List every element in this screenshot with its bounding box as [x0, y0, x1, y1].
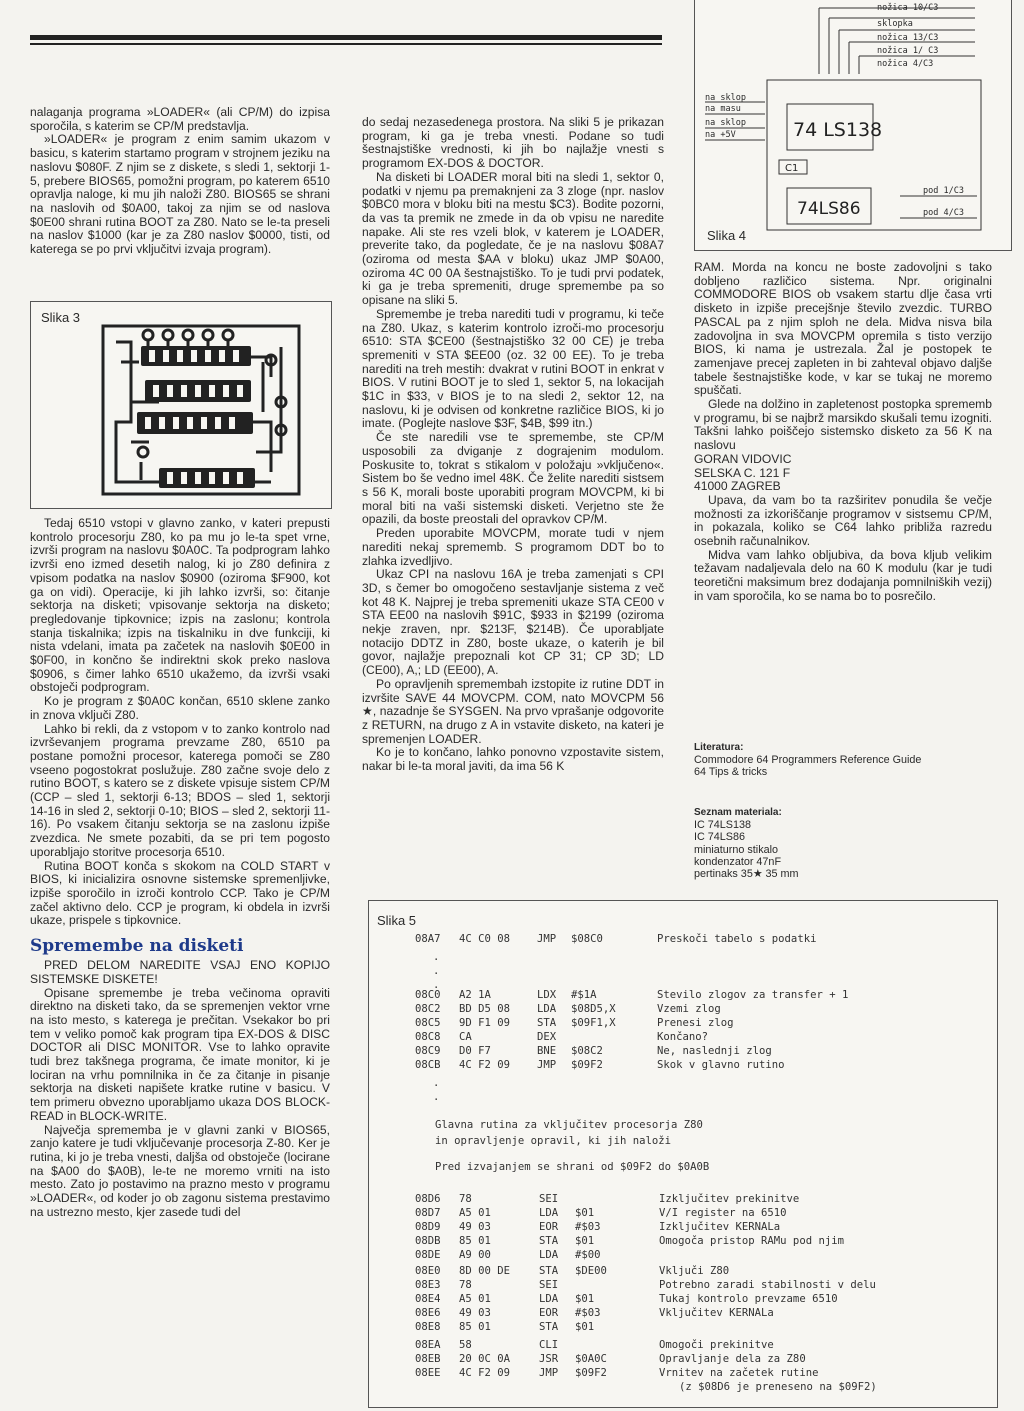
paragraph: Preden uporabite MOVCPM, morate tudi v njem narediti nekaj sprememb. S programom DDT bo to zlahka izvedljivo.: [362, 526, 664, 568]
figure-caption: Slika 3: [41, 310, 81, 325]
header-rule-thin: [30, 43, 662, 45]
code-line: 08D9 49 03 EOR #$03 Izključitev KERNALa: [415, 1221, 781, 1233]
column-3: [694, 261, 992, 604]
address-line: 41000 ZAGREB: [694, 479, 781, 494]
paragraph: Upava, da vam bo ta razširitev ponudila še večje možnosti za izkoriščanje programov v sistsemu CP/M, in pokazala, koliko se C64 lahko približa razredu osebnih računalnikov.: [694, 492, 992, 549]
code-line: 08C5 9D F1 09 STA $09F1,X Prenesi zlog: [415, 1017, 734, 1029]
circuit-diagram: [695, 0, 1011, 250]
connection-label: na +5V: [705, 130, 736, 140]
code-line: 08CB 4C F2 09 JMP $09F2 Skok v glavno rutino: [415, 1059, 785, 1071]
paragraph: Ko je to končano, lahko ponovno vzpostavite sistem, nakar bi le-ta moral javiti, da ima 56 K: [362, 745, 664, 774]
material-item: pertinaks 35★ 35 mm: [694, 868, 799, 881]
paragraph: Največja sprememba je v glavni zanki v BIOS65, zanjo katere je tudi vključevanje procesorja Z-80. Ker je rutina, ki jo je treba vnesti, daljša od obstoječe (locirane na $A00 do $A0B), le-te ne moremo vrniti na isto mesto. Zato jo postavimo na prazno mesto v programu »LOADER«, od koder jo ob zagonu sistema prestavimo na ustrezno mesto, kjer zasede tudi del: [30, 1122, 330, 1219]
connection-label: pod 1/C3: [923, 186, 964, 196]
literature-block: [694, 742, 992, 779]
material-item: IC 74LS138: [694, 819, 752, 832]
literature-item: Commodore 64 Programmers Reference Guide: [694, 754, 922, 767]
paragraph: Lahko bi rekli, da z vstopom v to zanko kontrolo nad izvrševanjem programa prevzame Z80, 6510 pa postane pomožni procesor, katerega pomoči se Z80 vseeno pogostokrat poslužuje. Z80 začne svoje delo z rutino BOOT, s katero se z diskete vpisuje sistem CP/M (CCP – sled 1, sektorji 6-13; BDOS – sled 1, sektorji 14-16 in sled 2, sektorji 0-10; BIOS – sled 2, sektorji 11-16). Po vsakem čitanju sektorja se na zaslonu izpiše zvezdica. Ne smete pozabiti, da se pri tem pogosto uporabljajo storitve procesorja 6510.: [30, 721, 330, 859]
materials-title: Seznam materiala:: [694, 807, 782, 818]
literature-item: 64 Tips & tricks: [694, 766, 768, 779]
paragraph: Ukaz CPI na naslovu 16A je treba zamenjati s CPI 3D, s čemer bo omogočeno sestavljanje sistema z več kot 48 K. Najprej je treba spremeniti ukaze STA CE00 v STA EE00 na naslovih $91C, $933 in $2199 (oziroma nekje zraven, npr. $213F, $214B). Če uporabljate notacijo DDTZ in Z80, boste ukaze, o katerih je bil govor, najlažje prepoznali kot CP 31; CP 3D; LD (CE00), A,; LD (EE00), A.: [362, 567, 664, 678]
code-line: 08E6 49 03 EOR #$03 Vključitev KERNALa: [415, 1307, 774, 1319]
paragraph: Opisane spremembe je treba večinoma opraviti direktno na disketi tako, da se spremenjen vektor vrne na isto mesto, s katerega je prečitan. Vsekakor bo pri tem v veliko pomoč kak program tipa EX-DOS & DISC DOCTOR ali DISC MONITOR. Vse to lahko opravite tudi brez takšnega programa, če imate monitor, ki je lociran na vrhu pomnilnika in če za čitanje in pisanje sektorja na disketi napišete kratke rutine v basicu. V tem primeru obvezno uporabljamo ukaza DOS BLOCK-READ in BLOCK-WRITE.: [30, 985, 330, 1123]
pcb-layout-drawing: [31, 302, 331, 508]
figure-4: [694, 0, 1012, 251]
paragraph: Tedaj 6510 vstopi v glavno zanko, v kateri prepusti kontrolo procesorju Z80, ko pa mu jo le-ta spet vrne, izvrši program na naslovu $0A0C. Ta podprogram lahko izvrši eno izmed desetih nalog, ki jo Z80 definira z vpisom podatka na naslov $0900 (oziroma $F900, kot ga on vidi). Operacije, ki jih lahko izvrši, so: čitanje sektorja na disketi; vpisovanje sektorja na disketo; pregledovanje tipkovnice; izpis na zaslonu; kontrola stanja tiskalnika; izpis na tiskalniku in dve funkciji, ki nista vdelani, imata pa začetek na naslovih $0E00 in $0F00, in končno še indirektni skok preko naslova $0906, s čimer lahko 6510 ukažemo, da izvrši vsaki obstoječi podprogram.: [30, 516, 330, 695]
paragraph: Po opravljenih spremembah izstopite iz rutine DDT in izvršite SAVE 44 MOVCPM. COM, nato MOVCPM 56 ★, nazadnje še SYSGEN. Na prvo vprašanje odgovorite z RETURN, na drugo z A in vstavite disketo, na kateri je spremenjen LOADER.: [362, 676, 664, 746]
warning-text: PRED DELOM NAREDITE VSAJ ENO KOPIJO SISTEMSKE DISKETE!: [30, 958, 330, 986]
connection-label: pod 4/C3: [923, 208, 964, 218]
code-comment: in opravljenje opravil, ki jih naloži: [435, 1135, 671, 1147]
code-comment: Glavna rutina za vključitev procesorja Z80: [435, 1119, 703, 1131]
code-line: 08D6 78 SEI Izključitev prekinitve: [415, 1193, 800, 1205]
address-line: SELSKA C. 121 F: [694, 465, 791, 480]
code-comment: Pred izvajanjem se shrani od $09F2 do $0A0B: [435, 1161, 710, 1173]
code-line: .: [433, 1091, 440, 1103]
pin-label: nožica 13/C3: [877, 33, 939, 43]
pin-label: nožica 1/ C3: [877, 46, 939, 56]
column-2: [362, 116, 664, 774]
material-item: kondenzator 47nF: [694, 855, 782, 868]
code-line: 08E3 78 SEI Potrebno zaradi stabilnosti v delu: [415, 1279, 876, 1291]
paragraph: Glede na dolžino in zapletenost postopka sprememb v programu, bi se najbrž marsikdo skušali temu izogniti. Takšni lahko poiščejo sistemsko disketo za 56 K na naslovu: [694, 397, 992, 453]
code-line: 08DE A9 00 LDA #$00: [415, 1249, 601, 1261]
paragraph: Rutina BOOT konča s skokom na COLD START v BIOS, ki inicializira osnovne sistemske spremenljivke, izpiše sporočilo in izroči kontrolo CCP. Tako je CP/M začel aktivno delo. CCP je program, ki obdela in izvrši ukaze, prispele s tipkovnice.: [30, 858, 330, 928]
paragraph: Če ste naredili vse te spremembe, ste CP/M usposobili za dviganje z dograjenim modulom. Poskusite to, tokrat s stikalom v položaju »vključeno«. Sistem bo še vedno imel 48K. Če želite narediti sistsem s 56 K, morali boste uporabiti program MOVCPM, ki bi moral biti na vaši sistemski disketi. Verjetno ste že opazili, da boste preostali del opravkov CP/M.: [362, 430, 664, 527]
code-line: 08A7 4C C0 08 JMP $08C0 Preskoči tabelo s podatki: [415, 933, 817, 945]
code-line: 08EA 58 CLI Omogoči prekinitve: [415, 1339, 774, 1351]
chip-label-74ls86: 74LS86: [797, 199, 861, 219]
code-line: 08C9 D0 F7 BNE $08C2 Ne, naslednji zlog: [415, 1045, 772, 1057]
connection-label: na sklop: [705, 93, 746, 103]
material-item: IC 74LS86: [694, 831, 746, 844]
connection-label: na masu: [705, 104, 741, 114]
paragraph: Na disketi bi LOADER moral biti na sledi 1, sektor 0, podatki v njemu pa premaknjeni za 3 zloge (npr. naslov $0BC0 mora v bloku biti na mestu $C3). Bodite pozorni, da vas ta premik ne zmede in da ob vpisu ne naredite napake. Ali ste res vzeli blok, v katerem je LOADER, preverite tako, da pogledate, če je na naslovu $08A7 (oziroma od mesta $AA v bloku) ukaz JMP $0A00, oziroma 4C 00 0A šestnajstiško. To je tudi prvi podatek, ki ga je treba spremeniti, druge spremembe pa so opisane na sliki 5.: [362, 169, 664, 308]
connection-label: na sklop: [705, 118, 746, 128]
code-line: 08E8 85 01 STA $01: [415, 1321, 595, 1333]
capacitor-label: C1: [785, 163, 799, 174]
figure-3: [30, 301, 332, 509]
literature-title: Literatura:: [694, 742, 744, 753]
code-line: 08EB 20 0C 0A JSR $0A0C Opravljanje dela za Z80: [415, 1353, 806, 1365]
pin-label: nožica 10/C3: [877, 3, 939, 13]
paragraph: RAM. Morda na koncu ne boste zadovoljni s tako dobljeno različico sistema. Npr. originalni COMMODORE BIOS ob vsakem startu dlje časa vrti disketo in izpiše precejšnje število zvezdic. TURBO PASCAL pa z njim sploh ne dela. Midva nisva bila zadovoljna in sva MOVCPM opremila s tisto verzijo BIOS, ki nama je ustrezala. Žal je postopek te zamenjave precej zapleten in bi zahteval objavo dalјše tabele šestnajstiške kode, v kar se tukaj ne moremo spuščati.: [694, 260, 992, 398]
material-item: miniaturno stikalo: [694, 843, 779, 856]
code-line: 08DB 85 01 STA $01 Omogoča pristop RAMu pod njim: [415, 1235, 844, 1247]
code-line: 08C8 CA DEX Končano?: [415, 1031, 709, 1043]
code-line: 08EE 4C F2 09 JMP $09F2 Vrnitev na začetek rutine: [415, 1367, 819, 1379]
paragraph: Ko je program z $0A0C končan, 6510 sklene zanko in znova vključi Z80.: [30, 694, 330, 722]
code-line: .: [433, 951, 440, 963]
code-line: .: [433, 965, 440, 977]
figure-caption: Slika 4: [707, 228, 747, 243]
code-comment: (z $08D6 je preneseno na $09F2): [679, 1381, 877, 1393]
paragraph: Midva vam lahko obljubiva, da bova kljub velikim težavam nadaljevala delo na 60 K modulu (kar je tudi teoretični maksimum brez dodajanja pomnilniških vezij) in vam sporočila, ko se nama bo to posrečilo.: [694, 547, 992, 603]
code-line: 08E0 8D 00 DE STA $DE00 Vključi Z80: [415, 1265, 730, 1277]
materials-block: [694, 807, 992, 880]
column-1-top: [30, 106, 330, 257]
figure-caption: Slika 5: [377, 913, 417, 928]
chip-label-74ls138: 74 LS138: [793, 119, 883, 141]
pin-label: nožica 4/C3: [877, 59, 934, 69]
paragraph: do sedaj nezasedenega prostora. Na sliki 5 je prikazan program, ki ga je treba vnesti. Podane so tudi šestnajstiške vrednosti, ki jih bo najlažje vnesti s programom EX-DOS & DOCTOR.: [362, 115, 664, 171]
code-line: 08D7 A5 01 LDA $01 V/I register na 6510: [415, 1207, 787, 1219]
address-line: GORAN VIDOVIC: [694, 451, 792, 466]
figure-5: [368, 900, 998, 1408]
paragraph: nalaganja programa »LOADER« (ali CP/M) do izpisa sporočila, s katerim se CP/M predstavlja.: [30, 105, 330, 133]
code-line: 08E4 A5 01 LDA $01 Tukaj kontrolo prevzame 6510: [415, 1293, 838, 1305]
code-listing: [369, 933, 997, 1403]
code-line: 08C2 BD D5 08 LDA $08D5,X Vzemi zlog: [415, 1003, 721, 1015]
paragraph: Spremembe je treba narediti tudi v programu, ki teče na Z80. Ukaz, s katerim kontrolo izroči-mo procesorju 6510: STA $CE00 (šestnajstiško 32 00 CE) je treba spremeniti v STA $EE00 (oz. 32 00 EE). To je treba narediti na treh mestih: dvakrat v rutini BOOT in enkrat v BIOS. V rutini BOOT je to sled 1, sektor 5, na lokacijah $1C in $33, v BIOS je to na sledi 2, sektor 12, na naslovu, ki je odvisen od konkretne različice BIOS, ki jo imate. (Poglejte naslove $3F, $4B, $99 itn.): [362, 306, 664, 431]
section-heading: Spremembe na disketi: [30, 936, 244, 957]
column-1-bottom: [30, 517, 330, 1219]
code-line: .: [433, 979, 440, 991]
pin-label: sklopka: [877, 19, 913, 29]
code-line: 08C0 A2 1A LDX #$1A Stevilo zlogov za transfer + 1: [415, 989, 849, 1001]
header-rule-thick: [30, 35, 662, 40]
paragraph: »LOADER« je program z enim samim ukazom v basicu, s katerim startamo program v strojnem jeziku na naslovu $080F. Z njim se z diskete, s sledi 1, sektorji 1-5, prebere BIOS65, pomožni program, po katerem 6510 opravlja naloge, ki mu jih naloži Z80. BIOS65 se shrani na naslovih od $0A00, takoj za njim se od naslova $0E00 shrani rutina BOOT za Z80. Nato se le-ta preseli na naslov $1000 (kar je za Z80 naslov $0000, tisti, od katerega se po prvi vključitvi izvaja program).: [30, 132, 330, 257]
code-line: .: [433, 1077, 440, 1089]
